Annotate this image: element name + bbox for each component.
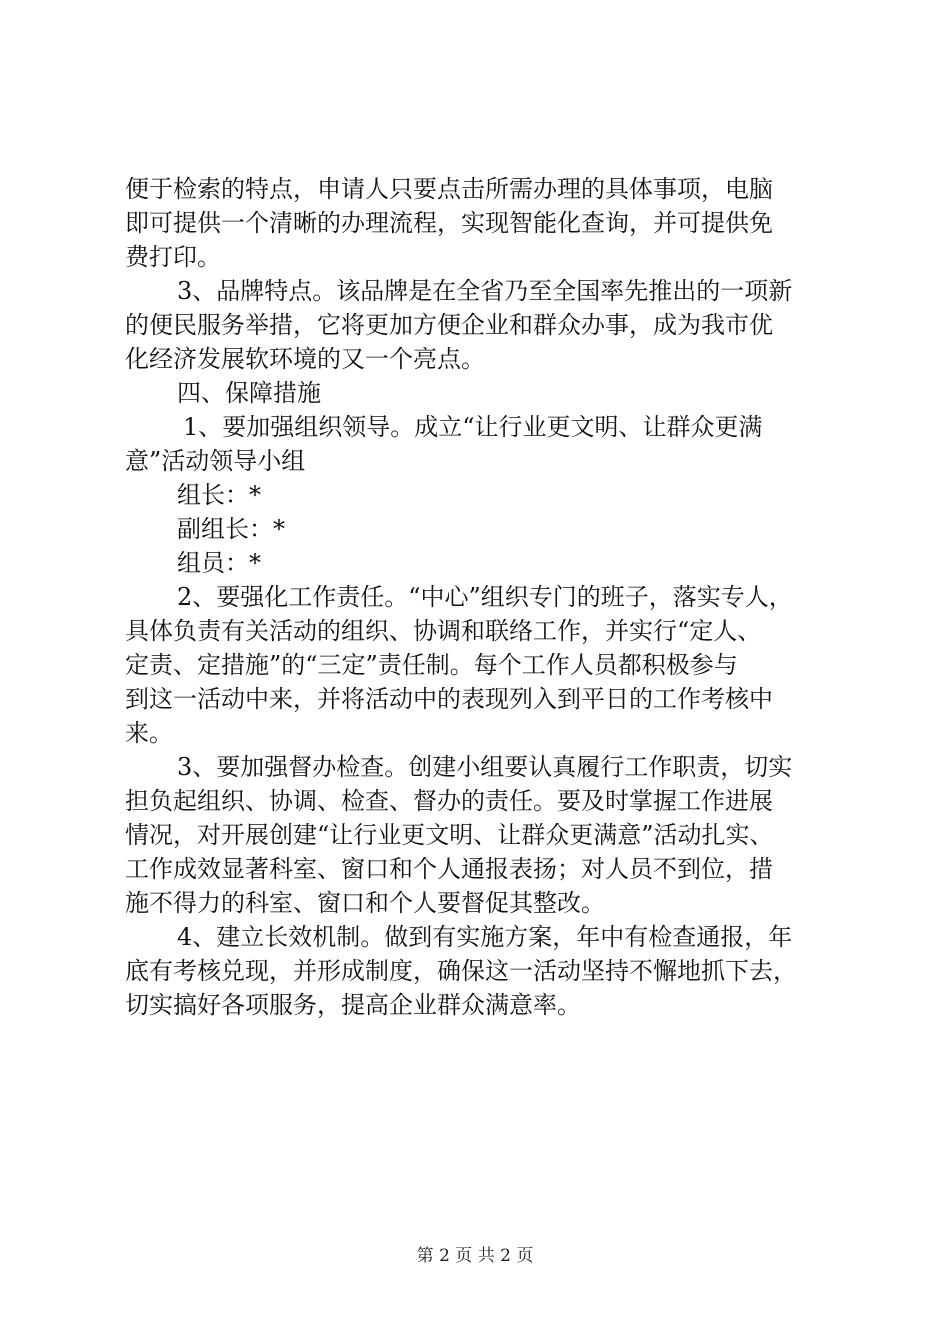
text-line: 便于检索的特点，申请人只要点击所需办理的具体事项，电脑 [125, 175, 773, 203]
paragraph-start-brand-features: 3、品牌特点。该品牌是在全省乃至全国率先推出的一项新 [177, 277, 793, 305]
text-line: 切实搞好各项服务，提高企业群众满意率。 [125, 991, 581, 1019]
team-leader-line: 组长：* [177, 481, 261, 509]
text-line: 即可提供一个清晰的办理流程，实现智能化查询，并可提供免 [125, 209, 773, 237]
text-line: 担负起组织、协调、检查、督办的责任。要及时掌握工作进展 [125, 787, 773, 815]
text-line: 底有考核兑现，并形成制度，确保这一活动坚持不懈地抓下去， [125, 957, 797, 985]
text-line: 来。 [125, 719, 173, 747]
document-body [125, 172, 835, 1022]
text-line: 的便民服务举措，它将更加方便企业和群众办事，成为我市优 [125, 311, 773, 339]
text-line: 定责、定措施”的“三定”责任制。每个工作人员都积极参与 [125, 651, 738, 679]
text-line: 意”活动领导小组 [125, 447, 306, 475]
paragraph-start-responsibility: 2、要强化工作责任。“中心”组织专门的班子，落实专人， [177, 583, 793, 611]
text-line: 施不得力的科室、窗口和个人要督促其整改。 [125, 889, 605, 917]
deputy-leader-line: 副组长：* [177, 515, 285, 543]
section-heading-safeguards: 四、保障措施 [177, 379, 321, 407]
text-line: 情况，对开展创建“让行业更文明、让群众更满意”活动扎实、 [125, 821, 774, 849]
text-line: 具体负责有关活动的组织、协调和联络工作，并实行“定人、 [125, 617, 762, 645]
text-line: 到这一活动中来，并将活动中的表现列入到平日的工作考核中 [125, 685, 773, 713]
text-line: 费打印。 [125, 243, 221, 271]
paragraph-start-long-term: 4、建立长效机制。做到有实施方案，年中有检查通报，年 [177, 923, 793, 951]
team-members-line: 组员：* [177, 549, 261, 577]
text-line: 化经济发展软环境的又一个亮点。 [125, 345, 485, 373]
paragraph-start-supervision: 3、要加强督办检查。创建小组要认真履行工作职责，切实 [177, 753, 793, 781]
text-line: 工作成效显著科室、窗口和个人通报表扬；对人员不到位，措 [125, 855, 773, 883]
page-footer: 第 2 页 共 2 页 [416, 1246, 534, 1266]
paragraph-start-leadership: 1、要加强组织领导。成立“让行业更文明、让群众更满 [183, 413, 763, 441]
